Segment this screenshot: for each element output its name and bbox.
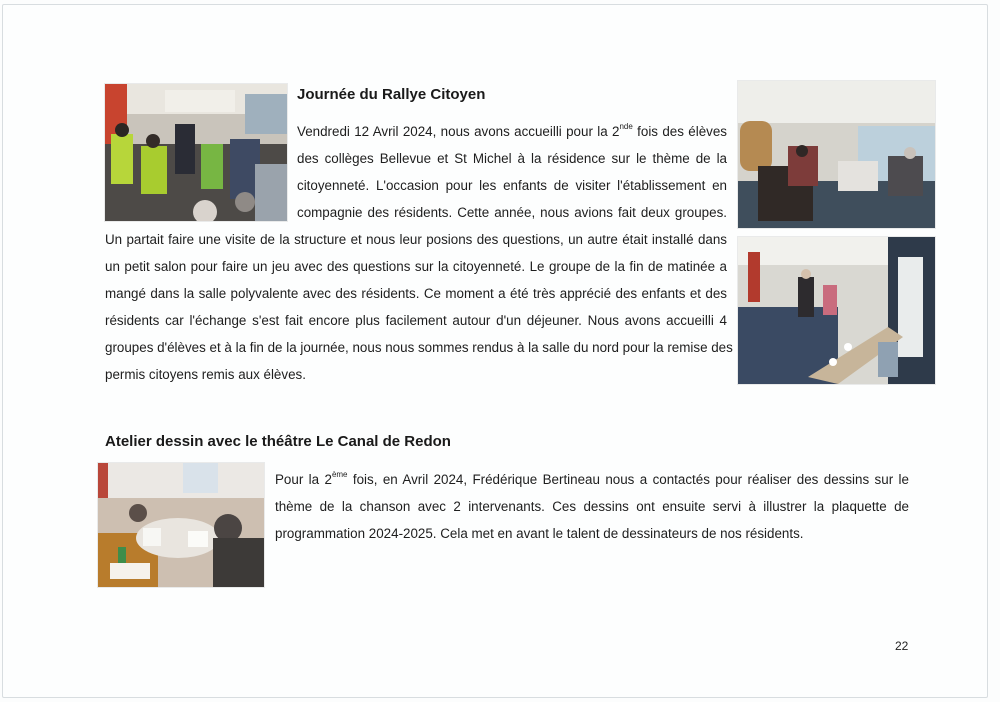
section-title: Journée du Rallye Citoyen (297, 86, 486, 103)
body-line: compagnie des résidents. Cette année, nous avions fait deux groupes. (297, 205, 727, 220)
photo-dining-room (738, 237, 935, 384)
body-line: mangé dans la salle polyvalente avec des résidents. Ce moment a été très apprécié des enfants et des (105, 286, 727, 301)
photo-drawing-workshop (98, 463, 264, 587)
body-line: groupes d'élèves et à la fin de la journée, nous nous sommes rendus à la salle du nord pour la remise des (105, 340, 733, 355)
body-line: des collèges Bellevue et St Michel à la résidence sur le thème de la (297, 151, 727, 166)
body-line: résidents car l'échange s'est fait encore plus facilement autour d'un déjeuner. Nous avons accueilli 4 (105, 313, 727, 328)
page-number: 22 (895, 639, 909, 653)
body-line: Vendredi 12 Avril 2024, nous avons accueilli pour la 2nde fois des élèves (297, 122, 727, 139)
body-line: Un partait faire une visite de la structure et nous leur posions des questions, un autre était installé dans (105, 232, 727, 247)
body-line: thème de la chanson avec 2 intervenants. Ces dessins ont ensuite servi à illustrer la plaquette de (275, 499, 909, 514)
section-title: Atelier dessin avec le théâtre Le Canal de Redon (105, 433, 451, 450)
photo-students-hall (105, 84, 287, 221)
body-line: citoyenneté. L'occasion pour les enfants de visiter l'établissement en (297, 178, 727, 193)
body-line: permis citoyens remis aux élèves. (105, 367, 306, 382)
body-line: un petit salon pour faire un jeu avec des questions sur la citoyenneté. Le groupe de la fin de matinée a (105, 259, 727, 274)
body-line: Pour la 2ème fois, en Avril 2024, Frédérique Bertineau nous a contactés pour réaliser des dessins sur le (275, 470, 909, 487)
body-line: programmation 2024-2025. Cela met en avant le talent de dessinateurs de nos résidents. (275, 526, 804, 541)
photo-salon-game (738, 81, 935, 228)
